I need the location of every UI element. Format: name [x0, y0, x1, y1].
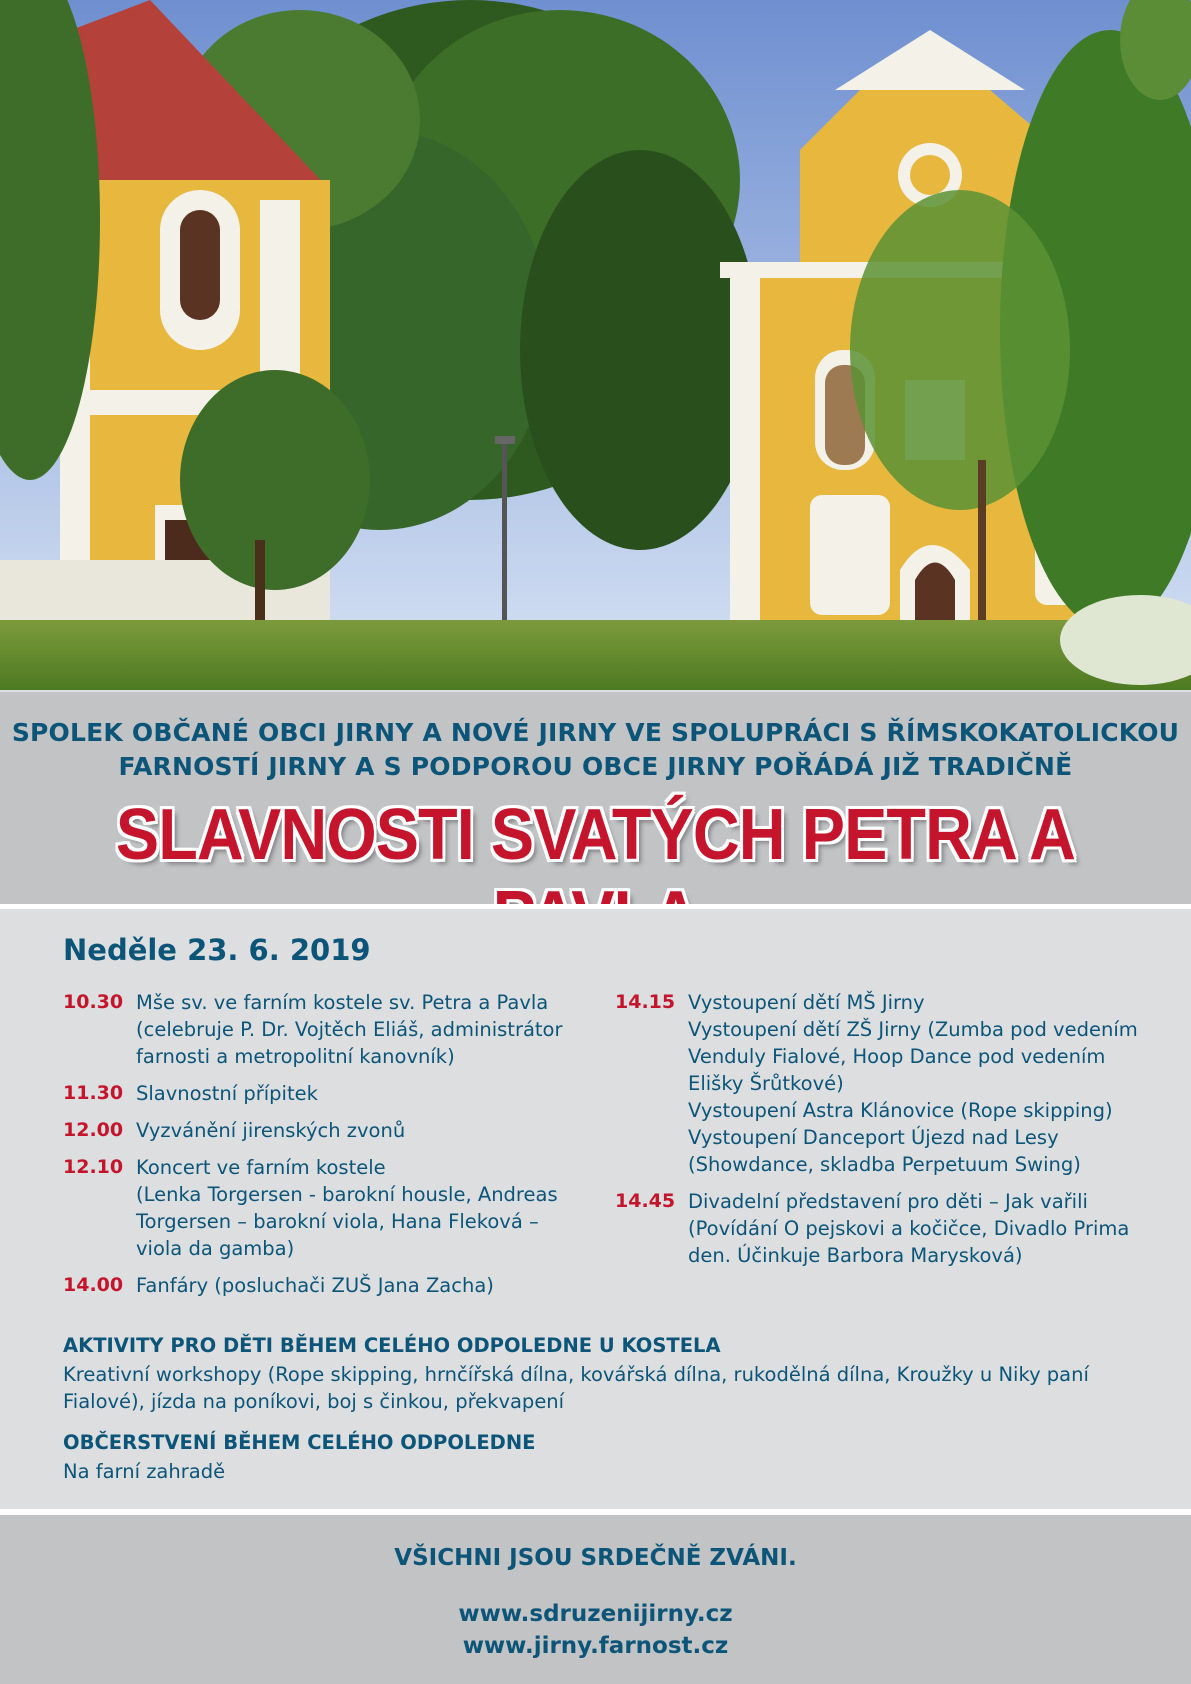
- program-line: Vystoupení Danceport Újezd nad Lesy: [688, 1126, 1059, 1149]
- program-item: [63, 1117, 583, 1144]
- program-line: Divadelní představení pro děti – Jak vařili: [688, 1190, 1088, 1213]
- program-line: Fanfáry (posluchači ZUŠ Jana Zacha): [136, 1274, 494, 1297]
- program-description: [136, 1117, 405, 1144]
- program-line: Elišky Šrůtkové): [688, 1072, 844, 1095]
- program-item: [63, 1154, 583, 1262]
- website-link-farnost[interactable]: www.jirny.farnost.cz: [462, 1633, 729, 1659]
- program-line: (celebruje P. Dr. Vojtěch Eliáš, administrátor: [136, 1018, 563, 1041]
- refreshments-text: Na farní zahradě: [63, 1460, 226, 1483]
- program-item: [615, 1188, 1175, 1269]
- program-item: [615, 989, 1175, 1178]
- program-time: 14.45: [615, 1190, 676, 1212]
- program-line: (Showdance, skladba Perpetuum Swing): [688, 1153, 1081, 1176]
- invitation-text: VŠICHNI JSOU SRDEČNĚ ZVÁNI.: [394, 1545, 797, 1571]
- program-line: Vystoupení dětí ZŠ Jirny (Zumba pod vedením: [688, 1018, 1138, 1041]
- program-line: (Lenka Torgersen - barokní housle, Andreas: [136, 1183, 558, 1206]
- program-time: 14.15: [615, 991, 676, 1013]
- program-time: 12.00: [63, 1119, 124, 1141]
- program-line: (Povídání O pejskovi a kočičce, Divadlo Prima: [688, 1217, 1130, 1240]
- program-description: [136, 1080, 318, 1107]
- event-title: SLAVNOSTI SVATÝCH PETRA A: [115, 795, 1076, 875]
- program-line: Mše sv. ve farním kostele sv. Petra a Pavla: [136, 991, 549, 1014]
- activities-heading: AKTIVITY PRO DĚTI BĚHEM CELÉHO ODPOLEDNE U KOSTELA: [63, 1334, 721, 1357]
- program-line: Torgersen – barokní viola, Hana Fleková –: [136, 1210, 539, 1233]
- church-illustration: [0, 0, 1191, 690]
- footer-band: [0, 1515, 1191, 1684]
- program-line: Vyzvánění jirenských zvonů: [136, 1119, 406, 1142]
- program-item: [63, 1272, 583, 1299]
- refreshments-heading: OBČERSTVENÍ BĚHEM CELÉHO ODPOLEDNE: [63, 1431, 536, 1454]
- program-line: den. Účinkuje Barbora Marysková): [688, 1244, 1023, 1267]
- program-right-column: [615, 989, 1175, 1279]
- program-description: [688, 1188, 1129, 1269]
- program-line: Venduly Fialové, Hoop Dance pod vedením: [688, 1045, 1106, 1068]
- program-item: [63, 989, 583, 1070]
- church-photo: [0, 0, 1191, 690]
- program-time: 12.10: [63, 1156, 124, 1178]
- program-line: Slavnostní přípitek: [136, 1082, 318, 1105]
- program-line: viola da gamba): [136, 1237, 295, 1260]
- header-band: [0, 692, 1191, 904]
- program-line: Vystoupení dětí MŠ Jirny: [688, 991, 925, 1014]
- program-description: [136, 1154, 558, 1262]
- program-band: [0, 909, 1191, 1509]
- activities-line-2: Fialové), jízda na poníkovi, boj s činkou, překvapení: [63, 1390, 565, 1413]
- program-line: Koncert ve farním kostele: [136, 1156, 386, 1179]
- program-line: Vystoupení Astra Klánovice (Rope skipping): [688, 1099, 1113, 1122]
- event-date: Neděle 23. 6. 2019: [63, 933, 371, 967]
- intro-line-2: FARNOSTÍ JIRNY A S PODPOROU OBCE JIRNY POŘÁDÁ JIŽ TRADIČNĚ: [118, 752, 1073, 781]
- program-time: 10.30: [63, 991, 124, 1013]
- program-left-column: [63, 989, 583, 1309]
- program-description: [136, 989, 563, 1070]
- activities-line-1: Kreativní workshopy (Rope skipping, hrnčířská dílna, kovářská dílna, rukodělná dílna, Kroužky u Niky paní: [63, 1363, 1089, 1386]
- program-time: 14.00: [63, 1274, 124, 1296]
- program-time: 11.30: [63, 1082, 124, 1104]
- program-item: [63, 1080, 583, 1107]
- website-link-sdruzeni[interactable]: www.sdruzenijirny.cz: [458, 1601, 733, 1627]
- intro-line-1: SPOLEK OBČANÉ OBCI JIRNY A NOVÉ JIRNY VE SPOLUPRÁCI S ŘÍMSKOKATOLICKOU: [11, 718, 1180, 747]
- program-line: farnosti a metropolitní kanovník): [136, 1045, 455, 1068]
- program-description: [688, 989, 1138, 1178]
- program-description: [136, 1272, 494, 1299]
